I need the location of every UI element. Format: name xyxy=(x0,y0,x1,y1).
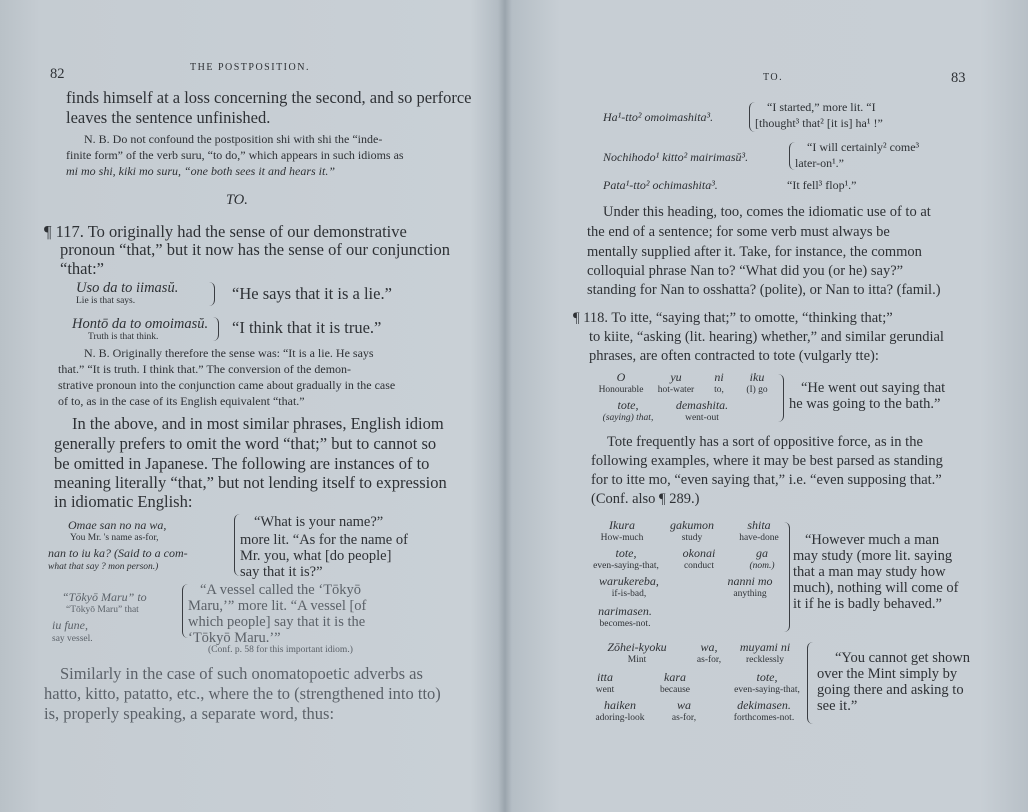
paragraph-line: meaning literally “that,” but not lending itself to expression xyxy=(54,473,447,492)
gloss-word: (saying) that, xyxy=(602,413,654,423)
interlinear-word xyxy=(719,698,809,723)
japanese-word: ga xyxy=(756,546,768,560)
japanese-example: Ha¹-tto² omoimashita³. xyxy=(603,110,714,124)
translation: “I will certainly² come³ xyxy=(807,140,920,154)
japanese-word: wa, xyxy=(700,640,718,654)
interlinear-word xyxy=(597,640,677,665)
page-number: 83 xyxy=(951,70,966,86)
paragraph-line: ¶ 118. To itte, “saying that;” to omotte, “thinking that;” xyxy=(573,310,893,326)
paragraph-line: Similarly in the case of such onomatopoetic adverbs as xyxy=(60,664,423,683)
japanese-word: gakumon xyxy=(670,518,714,532)
paragraph-line: phrases, are often contracted to tote (vulgarly tte): xyxy=(589,348,879,364)
translation: he was going to the bath.” xyxy=(789,396,941,412)
interlinear-word xyxy=(587,546,665,571)
interlinear-word xyxy=(585,698,655,723)
gloss-word: because xyxy=(659,685,691,695)
interlinear-word xyxy=(669,546,729,571)
note-line: that.” “It is truth. I think that.” The conversion of the demon- xyxy=(58,362,352,376)
translation: later-on¹.” xyxy=(795,156,844,170)
left-page xyxy=(0,0,505,812)
interlinear-word xyxy=(729,518,789,543)
japanese-word: yu xyxy=(670,370,682,384)
paragraph-line: to kiite, “asking (lit. hearing) whether,” and similar gerundial xyxy=(589,329,944,345)
japanese-word: dekimasen. xyxy=(737,698,791,712)
japanese-word: okonai xyxy=(682,546,716,560)
paragraph-line: for to itte mo, “even saying that,” i.e. “even supposing that.” xyxy=(591,472,942,488)
translation: Maru,’” more lit. “A vessel [of xyxy=(188,598,367,614)
interlinear-word xyxy=(585,604,665,629)
gloss-word: recklessly xyxy=(746,655,784,665)
gloss-word: even-saying-that, xyxy=(734,685,800,695)
translation: over the Mint simply by xyxy=(817,666,958,682)
paragraph-line: following examples, where it may be best parsed as standing xyxy=(591,453,943,469)
japanese-word: nanni mo xyxy=(727,574,773,588)
paragraph-line: is, properly speaking, a separate word, thus: xyxy=(44,704,335,723)
interlinear-word xyxy=(737,546,787,571)
translation: “It fell³ flop¹.” xyxy=(787,178,857,192)
gloss-word: Honourable xyxy=(598,385,644,395)
japanese-example: Nochihodo¹ kitto² mairimasŭ³. xyxy=(603,150,749,164)
gloss-line: Truth is that think. xyxy=(88,332,159,342)
text-line: finds himself at a loss concerning the second, and so perforce xyxy=(66,88,472,107)
note-line: finite form” of the verb suru, “to do,” which appears in such idioms as xyxy=(66,148,404,162)
interlinear-word xyxy=(645,670,705,695)
japanese-word: kara xyxy=(664,670,686,684)
gloss-word: hot-water xyxy=(657,385,695,395)
gloss-word: Mint xyxy=(627,655,647,665)
gloss-line: say vessel. xyxy=(52,634,93,644)
japanese-word: tote, xyxy=(756,670,778,684)
gloss-word: anything xyxy=(733,589,767,599)
paragraph-line: Under this heading, too, comes the idiomatic use of to at xyxy=(603,204,931,220)
japanese-example: Uso da to iimasŭ. xyxy=(76,280,179,296)
translation: it if he is badly behaved.” xyxy=(793,596,942,612)
paragraph-line: generally prefers to omit the word “that;” but to cannot so xyxy=(54,434,437,453)
gloss-line: “Tōkyō Maru” that xyxy=(66,605,139,615)
page-number: 82 xyxy=(50,66,65,82)
gloss-line: Lie is that says. xyxy=(76,296,136,306)
paragraph-line: In the above, and in most similar phrases, English idiom xyxy=(72,414,444,433)
interlinear-word xyxy=(593,370,649,395)
brace xyxy=(807,642,814,724)
gloss-word: study xyxy=(681,533,703,543)
running-head: THE POSTPOSITION. xyxy=(190,62,310,73)
right-page xyxy=(505,0,1028,812)
gloss-word: becomes-not. xyxy=(599,619,651,629)
translation: may study (more lit. saying xyxy=(793,548,953,564)
paragraph-line: “that:” xyxy=(60,259,104,278)
paragraph-line: hatto, kitto, patatto, etc., where the to (strengthened into tto) xyxy=(44,684,441,703)
paragraph-line: (Conf. also ¶ 289.) xyxy=(591,491,700,507)
paragraph-line: mentally supplied after it. Take, for instance, the common xyxy=(587,244,922,260)
japanese-word: muyami ni xyxy=(739,640,791,654)
paragraph-line: pronoun “that,” but it now has the sense of our conjunction xyxy=(60,240,450,259)
gloss-line: You Mr. 's name as-for, xyxy=(70,533,159,543)
paragraph-line: in idiomatic English: xyxy=(54,492,193,511)
translation: “What is your name?” xyxy=(254,514,384,530)
translation: see it.” xyxy=(817,698,858,714)
japanese-word: Ikura xyxy=(609,518,635,532)
interlinear-word xyxy=(589,574,669,599)
translation: “I started,” more lit. “I xyxy=(767,100,876,114)
running-head: TO. xyxy=(763,72,784,83)
translation: going there and asking to xyxy=(817,682,964,698)
gloss-word: adoring-look xyxy=(595,713,645,723)
gloss-word: went-out xyxy=(685,413,719,423)
note-line: N. B. Originally therefore the sense was: “It is a lie. He says xyxy=(84,346,374,360)
paragraph-line: colloquial phrase Nan to? “What did you (or he) say?” xyxy=(587,263,904,279)
translation: “However much a man xyxy=(805,532,940,548)
brace xyxy=(783,522,790,632)
gloss-word: if-is-bad, xyxy=(611,589,647,599)
gloss-word: as-for, xyxy=(696,655,722,665)
translation: “You cannot get shown xyxy=(835,650,971,666)
japanese-example: iu fune, xyxy=(52,618,88,632)
interlinear-word xyxy=(669,398,735,423)
brace xyxy=(212,317,219,341)
japanese-word: narimasen. xyxy=(598,604,652,618)
gloss-word: (nom.) xyxy=(749,561,775,571)
japanese-word: demashita. xyxy=(675,398,729,412)
translation: ‘Tōkyō Maru.’” xyxy=(188,630,281,646)
section-heading: TO. xyxy=(226,192,248,208)
paragraph-line: Tote frequently has a sort of oppositive force, as in the xyxy=(607,434,923,450)
japanese-word: tote, xyxy=(617,398,639,412)
translation: “He says that it is a lie.” xyxy=(232,284,392,303)
japanese-example: Hontō da to omoimasŭ. xyxy=(72,316,209,332)
interlinear-word xyxy=(591,518,653,543)
japanese-example: nan to iu ka? (Said to a com- xyxy=(48,546,188,560)
brace xyxy=(208,282,215,306)
gloss-word: as-for, xyxy=(671,713,697,723)
translation: say that it is?” xyxy=(240,564,323,580)
translation: [thought³ that² [it is] ha¹ !” xyxy=(755,116,883,130)
japanese-word: itta xyxy=(596,670,613,684)
note-line: N. B. Do not confound the postposition shi with shi the “inde- xyxy=(84,132,383,146)
gloss-word: How-much xyxy=(600,533,644,543)
gloss-word: went xyxy=(595,685,615,695)
interlinear-word xyxy=(737,370,777,395)
note-line: mi mo shi, kiki mo suru, “one both sees it and hears it.” xyxy=(66,164,335,178)
japanese-word: ni xyxy=(714,370,724,384)
translation: “He went out saying that xyxy=(801,380,946,396)
paragraph-line: the end of a sentence; for some verb must always be xyxy=(587,224,890,240)
japanese-example: “Tōkyō Maru” to xyxy=(62,590,147,604)
interlinear-word xyxy=(593,398,663,423)
japanese-word: haiken xyxy=(604,698,636,712)
brace xyxy=(777,374,784,422)
translation: which people] say that it is the xyxy=(188,614,366,630)
japanese-word: tote, xyxy=(615,546,637,560)
japanese-word: warukereba, xyxy=(599,574,659,588)
japanese-word: iku xyxy=(749,370,765,384)
japanese-word: Zōhei-kyoku xyxy=(607,640,667,654)
note-line: of to, as in the case of its English equivalent “that.” xyxy=(58,394,305,408)
japanese-word: O xyxy=(616,370,626,384)
interlinear-word xyxy=(659,698,709,723)
gloss-word: to, xyxy=(714,385,724,395)
paragraph-line: ¶ 117. To originally had the sense of our demonstrative xyxy=(44,222,407,241)
japanese-example: Omae san no na wa, xyxy=(68,518,167,532)
interlinear-word xyxy=(585,670,625,695)
japanese-example: Pata¹-tto² ochimashita³. xyxy=(603,178,718,192)
translation: much), nothing will come of xyxy=(793,580,959,596)
translation: more lit. “As for the name of xyxy=(240,532,408,548)
paragraph-line: standing for Nan to osshatta? (polite), or Nan to itta? (famil.) xyxy=(587,282,941,298)
interlinear-word xyxy=(657,518,727,543)
interlinear-word xyxy=(701,370,737,395)
translation: “I think that it is true.” xyxy=(232,318,382,337)
interlinear-word xyxy=(709,574,791,599)
gloss-word: forthcomes-not. xyxy=(733,713,795,723)
gloss-word: conduct xyxy=(683,561,715,571)
japanese-word: shita xyxy=(747,518,771,532)
translation: “A vessel called the ‘Tōkyō xyxy=(200,582,362,598)
note-line: (Conf. p. 58 for this important idiom.) xyxy=(208,645,353,655)
gloss-word: (I) go xyxy=(746,385,768,395)
japanese-word: wa xyxy=(676,698,691,712)
paragraph-line: be omitted in Japanese. The following are instances of to xyxy=(54,454,430,473)
interlinear-word xyxy=(651,370,701,395)
translation: Mr. you, what [do people] xyxy=(240,548,392,564)
gloss-word: even-saying-that, xyxy=(593,561,659,571)
gloss-line: what that say ? mon person.) xyxy=(48,562,159,572)
note-line: strative pronoun into the conjunction came about gradually in the case xyxy=(58,378,396,392)
interlinear-word xyxy=(725,640,805,665)
text-line: leaves the sentence unfinished. xyxy=(66,108,271,127)
gloss-word: have-done xyxy=(739,533,779,543)
interlinear-word xyxy=(723,670,811,695)
translation: that a man may study how xyxy=(793,564,946,580)
